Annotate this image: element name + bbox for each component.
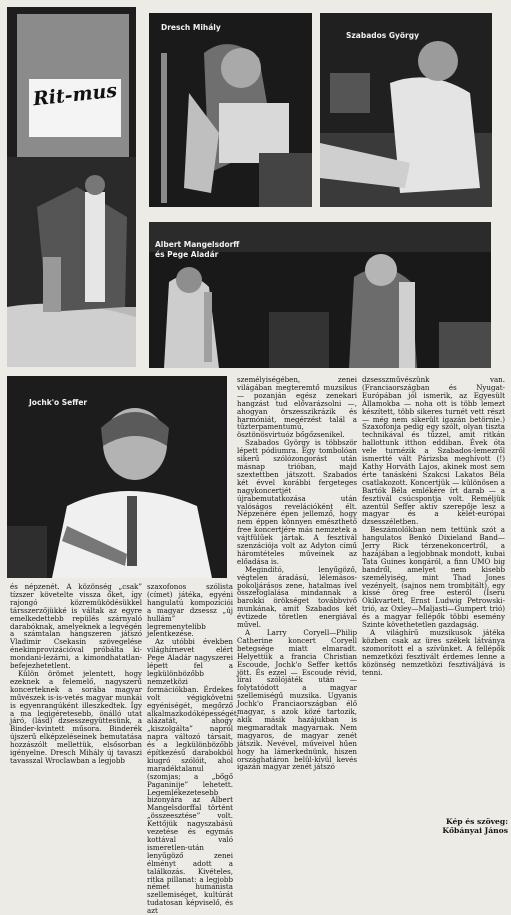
caption-mangelsdorff-line2: és Pege Aladár bbox=[155, 250, 219, 259]
logo-text: Rit-mus bbox=[31, 79, 119, 111]
logo-photo bbox=[7, 7, 136, 367]
photo-dresch bbox=[149, 13, 312, 207]
photo-szabados bbox=[320, 13, 492, 207]
article-column-1 bbox=[10, 583, 142, 828]
col1-paragraph-1: és népzenét. A közönség „csak” tízszer követelte vissza őket, így rajongó közremüködésükkel társszerzőjükké is váltak az egyre emelkedettebb repülés szárnyaló darabóknak, amelyeknek a legvégén a számtalan hangszeren játszó Vladimir Csekasin szövegelése énekimprovizációval próbálta ki-mondani-lezárni, a kimondhatatlan-befejezhetetlent. bbox=[10, 582, 142, 671]
article-column-3 bbox=[237, 376, 357, 833]
col3-paragraph-1: személyiségében, zenei világában megteremtő muzsikus — pozanján egész zenekari hangzást tud elővarázsolni —, ahogyan örszesszikrázik és harmóniát, megérzést talál a tűzterpamentumú, ösztönösvirtuóz bőgőzsenikel. bbox=[237, 375, 357, 440]
photo-mangelsdorff-pege bbox=[149, 222, 491, 368]
col4-paragraph-2: Beszámolókban nem tettünk szót a hangulatos Benkó Dixieland Band—Jerry Rick térzenekoncertről, a hazájában a legjobbnak mondott, kubai Tata Guines kongáról, a finn UMO big bandről, amelyet nem kisebb személyiség, mint Thad Jones vezényelt, (sajnos nem trombitált), egy kissé öreg free esteről (Iseru Okikvartett, Ernst Ludwig Petrowski-trió, az Oxley—Maljasti—Gumpert trió) és a magyar fellépők többi esemény Szinte követhetetlen gazdagság. bbox=[362, 525, 505, 630]
article-column-2 bbox=[147, 582, 239, 915]
col3-paragraph-2: Szabados György is többször lépett pódiumra. Egy tombolóan sikerű szólózongorást után másnap trióban, majd szextettben játszott. Szabados két évvel korábbi fergeteges nagykoncertjét újrabemutatkozása után valóságos revelációként élt. Népzenére épen jellemző, hogy nem éppen könnyen emészthető free koncertjére más nemzetek a vájtfülűek jártak. A fesztivál szenzációja volt az Adyton című háromtételes műveinek az előadása is. bbox=[237, 438, 357, 566]
col3-paragraph-3: Megindító, lenyűgöző, végtelen áradású, lélemásos-pokoljárásos zene, hatalmas ível összefoglalása mindannak a barokki örökséget továbbvivő munkának, amit Szabados két évtizede töretlen energiával művel. bbox=[237, 564, 357, 630]
caption-szabados: Szabados György bbox=[346, 31, 420, 40]
byline bbox=[422, 818, 508, 836]
caption-mangelsdorff-line1: Albert Mangelsdorff bbox=[155, 240, 240, 249]
caption-dresch: Dresch Mihály bbox=[161, 23, 221, 32]
col2-paragraph-2: Az utóbbi években világhírnevet elért Pege Aladár nagyszerei lépett fel a legkülönbözőbb nemzetközi formációkban. Érdekes volt végigkövetni egyéniségét, megőrző alkalmazkodóképességét, alázatát, ahogy „kiszolgálta” napról napra változó társait, és a legkülönbözőbb építkezésű darabokból kiugró szólóit, ahol maradéktalanul (szomjas; a „bőgő Paganinije” lehetett. Legemlékezetesebb bizonyára az Albert Mangelsdorffal történt „összeesztése” volt. Kettőjük nagyszabású vezetése és egymás kottával való ismeretlen-után lenyűgöző zenei élményt adott a találkozás. Kivételes, ritka pillanat: a legjobb német humanista szellemiséget, kultúrát tudatosan képviselő, és azt bbox=[147, 637, 239, 915]
byline-author: Kőbányai János bbox=[442, 825, 508, 835]
col1-paragraph-2: Külön örömet jelentett, hogy ezeknek a felemelő, nagyszerű koncerteknek a sorába magyar művészek is-is-vetés magyar munkái is egyenrangúként illeszkedtek. Így a ma legigéretesebb, önálló utat járó, (lásd) dzsesszegyüttesünk, a Binder-kvintett műsora. Binderék újszerű elképzeléseinek bemutatása hozzászólt mellettük, elsősorban igényelne. Dresch Mihály új tavaszi tavasszal Wroclawban a legjobb bbox=[10, 668, 142, 765]
col4-paragraph-1: dzsesszművészünk van. (Franciaországban és Nyugat-Európában jól ismerik, az Egyesült Államokba — noha ott is több lemezt készített, több sikeres turnét vett részt — még nem sikerült igazán betörnie.) Szaxofonja pedig egy szólt, olyan tiszta technikával és tűzzel, amit ritkán hallottunk itthon eddiban. Évek óta vele turnézik a Szabados-lemezről ismertté vált Párizsba meghívott (!) Kathy Horváth Lajos, akinek most sem érte tanáskéni Szakcsi Lakatos Béla csatlakozott. Koncertjük — különösen a Bartók Béla emlékére írt darab — a fesztivál csúcspontja volt. Reméljük azentúl Seffer aktív szerepője lesz a magyar és a kelet-európai dzsesszéletben. bbox=[362, 375, 505, 527]
article-column-4 bbox=[362, 376, 505, 816]
col2-paragraph-1: szaxofonos szólista (címet) játéka, egyéni hangulatú kompozíciói a magyar dzsessz „új hullám” legremenytelibb jelentkezése. bbox=[147, 582, 233, 639]
caption-seffer: Jochk'o Seffer bbox=[29, 398, 88, 407]
byline-label: Kép és szöveg: bbox=[446, 817, 508, 826]
col4-paragraph-3: A világhírű muzsikusok játéka közben csak az üres székek látványa szomorított el a szívünket. A fellépők nemzetközi fesztivált érdemes lenne a közönség nemzetközi fesztiváljává is tenni. bbox=[362, 628, 505, 677]
photo-seffer bbox=[7, 376, 227, 578]
col3-paragraph-4: A Larry Coryell—Philip Catherine koncert Coryell betegsége miatt elmaradt. Helyettük a francia Christian Escoude, Jochk'o Seffer kettős jött. És ezzel — Escoude révid, lírai szólójáték után — folytatódott a magyar szellemiségű muzsika. Ugyanis Jochk'o Franciaországban élő magyar, s azok közé tartozik, akik másik hazájukban is megmaradtak magyarnak. Nem magyaros, de magyar zenét játszik. Nevével, műveivel hűen hogy ha lámerkednünk, hiszen országhatáron belül-kívül kevés igazán magyar zenét játszó bbox=[237, 628, 357, 772]
